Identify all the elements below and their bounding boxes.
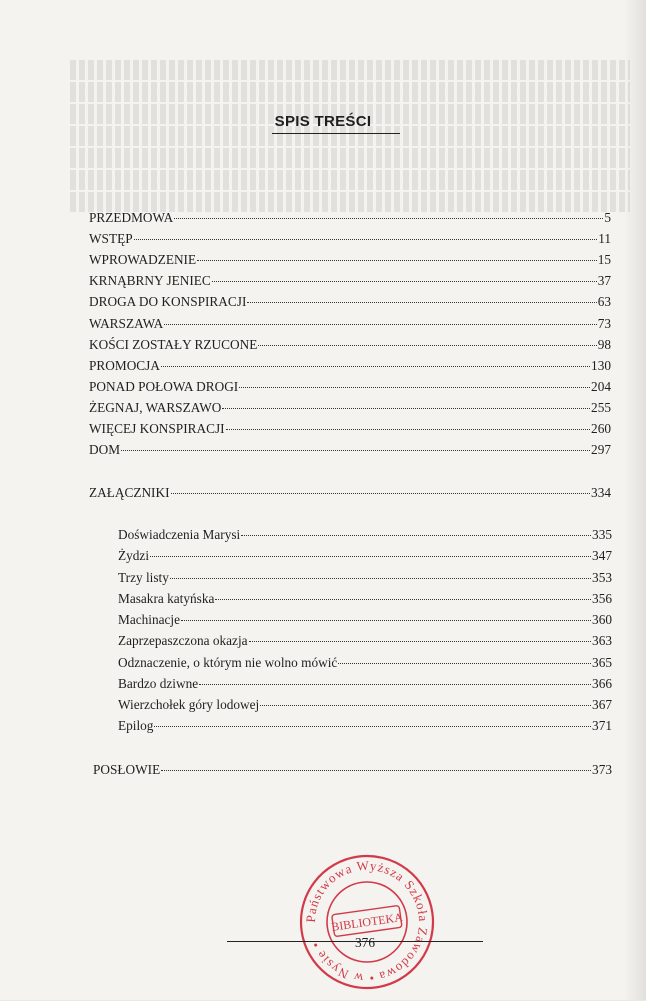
toc-entry-title: WPROWADZENIE [89, 252, 197, 267]
toc-entry [89, 294, 611, 310]
toc-entry-page: 73 [597, 316, 611, 331]
toc-entry [89, 442, 611, 458]
toc-entry-title: PRZEDMOWA [89, 210, 174, 225]
dot-leader [247, 301, 596, 303]
toc-entry-page: 11 [598, 231, 611, 246]
toc-subentry-page: 347 [592, 548, 612, 563]
toc-entry [89, 379, 611, 395]
toc-subentry [118, 570, 612, 586]
toc-subentry-title: Wierzchołek góry lodowej [118, 697, 260, 712]
toc-subentry-title: Żydzi [118, 548, 150, 563]
dot-leader [121, 449, 590, 451]
toc-subentry [118, 633, 612, 649]
toc-subentry-page: 366 [592, 676, 612, 691]
toc-entry-title: DROGA DO KONSPIRACJI [89, 294, 247, 309]
title-underline [272, 133, 400, 134]
page-title: SPIS TREŚCI [274, 113, 372, 130]
toc-entry [89, 316, 611, 332]
toc-subentry [118, 655, 612, 671]
toc-subentry [118, 718, 612, 734]
dot-leader [181, 619, 591, 621]
toc-subentry-page: 371 [592, 718, 612, 733]
dot-leader [215, 598, 591, 600]
toc-entry [89, 400, 611, 416]
toc-entry [89, 231, 611, 247]
toc-entry-page: 260 [591, 421, 611, 436]
toc-entry [89, 210, 611, 226]
dot-leader [226, 428, 590, 430]
dot-leader [249, 640, 591, 642]
toc-subentry [118, 612, 612, 628]
toc-subentry-title: Trzy listy [118, 570, 169, 585]
toc-entry-page: 130 [591, 358, 611, 373]
toc-entry-title: KOŚCI ZOSTAŁY RZUCONE [89, 337, 258, 352]
page-number: 376 [355, 935, 375, 950]
dot-leader [260, 704, 591, 706]
toc-entry-title: PONAD POŁOWA DROGI [89, 379, 239, 394]
toc-subentry-title: Masakra katyńska [118, 591, 215, 606]
toc-entry-title: ZAŁĄCZNIKI [89, 485, 170, 500]
toc-entry-page: 373 [592, 762, 612, 777]
dot-leader [338, 662, 591, 664]
dot-leader [222, 407, 590, 409]
toc-entry-page: 37 [597, 273, 611, 288]
toc-entry-page: 98 [597, 337, 611, 352]
toc-subentry-page: 353 [592, 570, 612, 585]
dot-leader [170, 577, 591, 579]
toc-entry-page: 297 [591, 442, 611, 457]
toc-entry-page: 204 [591, 379, 611, 394]
toc-entry-page: 334 [591, 485, 611, 500]
bleed-through-text [70, 60, 630, 960]
toc-entry-title: WARSZAWA [89, 316, 164, 331]
dot-leader [164, 323, 596, 325]
toc-entry [89, 421, 611, 437]
toc-subentry-title: Bardzo dziwne [118, 676, 199, 691]
toc-subentry-title: Odznaczenie, o którym nie wolno mówić [118, 655, 338, 670]
toc-entry [89, 273, 611, 289]
toc-subentry [118, 676, 612, 692]
toc-entry-page: 5 [604, 210, 611, 225]
toc-entry-page: 63 [597, 294, 611, 309]
toc-subentry [118, 697, 612, 713]
toc-entry-appendix [89, 485, 611, 501]
stamp-ring-text: Państwowa Wyższa Szkoła Zawodowa • w Nysie • [302, 857, 432, 987]
dot-leader [212, 280, 597, 282]
dot-leader [197, 259, 597, 261]
dot-leader [171, 492, 591, 494]
toc-entry [89, 358, 611, 374]
dot-leader [150, 555, 591, 557]
toc-subentry [118, 527, 612, 543]
toc-entry-title: WIĘCEJ KONSPIRACJI [89, 421, 225, 436]
dot-leader [239, 386, 590, 388]
toc-subentry [118, 591, 612, 607]
dot-leader [241, 534, 591, 536]
dot-leader [161, 365, 590, 367]
toc-subentry-page: 356 [592, 591, 612, 606]
toc-entry [89, 252, 611, 268]
toc-subentry-page: 360 [592, 612, 612, 627]
toc-subentry-page: 365 [592, 655, 612, 670]
toc-subentry-title: Epilog [118, 718, 154, 733]
toc-entry-title: ŻEGNAJ, WARSZAWO [89, 400, 222, 415]
toc-entry-page: 255 [591, 400, 611, 415]
dot-leader [134, 238, 598, 240]
dot-leader [154, 725, 591, 727]
toc-entry-title: DOM [89, 442, 121, 457]
toc-subentry [118, 548, 612, 564]
toc-subentry-page: 335 [592, 527, 612, 542]
toc-entry-title: PROMOCJA [89, 358, 160, 373]
toc-subentry-page: 367 [592, 697, 612, 712]
dot-leader [161, 769, 591, 771]
toc-entry-page: 15 [597, 252, 611, 267]
dot-leader [199, 683, 591, 685]
dot-leader [258, 344, 596, 346]
toc-entry-title: KRNĄBRNY JENIEC [89, 273, 211, 288]
toc-entry-title: WSTĘP [89, 231, 133, 246]
toc-subentry-title: Doświadczenia Marysi [118, 527, 241, 542]
toc-entry-afterword [93, 762, 612, 778]
toc-subentry-title: Zaprzepaszczona okazja [118, 633, 248, 648]
toc-entry [89, 337, 611, 353]
library-stamp [288, 843, 446, 1001]
stamp-center-text: BIBLIOTEKA [330, 910, 404, 934]
toc-entry-title: POSŁOWIE [93, 762, 161, 777]
toc-subentry-title: Machinacje [118, 612, 181, 627]
toc-subentry-page: 363 [592, 633, 612, 648]
dot-leader [174, 217, 603, 219]
